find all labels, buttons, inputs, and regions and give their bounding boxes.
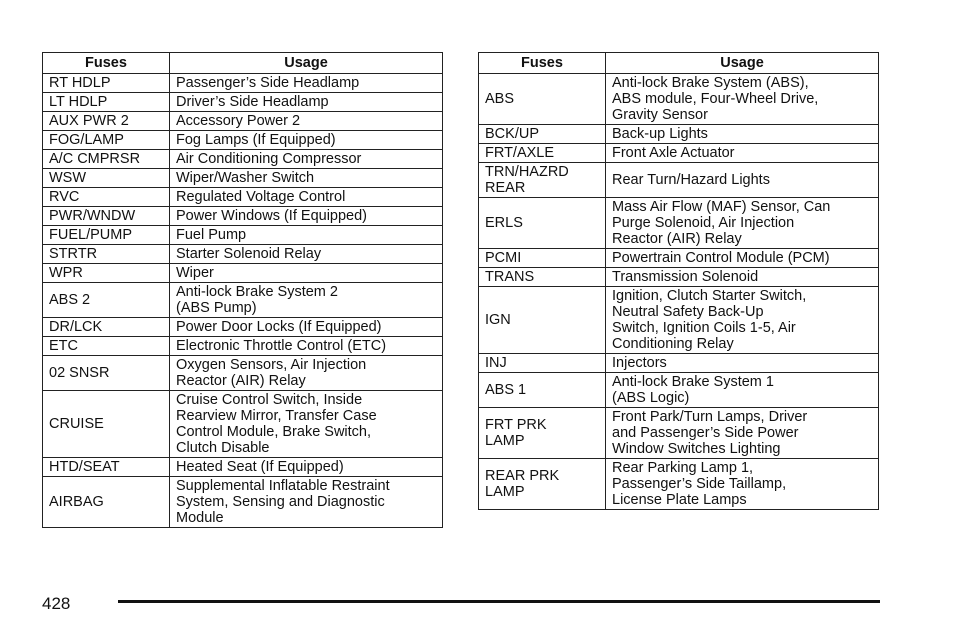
fuse-name-cell: TRN/HAZRD REAR xyxy=(479,163,606,198)
fuse-usage-cell: Rear Parking Lamp 1, Passenger’s Side Taillamp, License Plate Lamps xyxy=(606,459,879,510)
table-row xyxy=(43,112,443,131)
fuse-usage-cell: Anti-lock Brake System (ABS), ABS module, Four-Wheel Drive, Gravity Sensor xyxy=(606,74,879,125)
fuse-usage-cell: Cruise Control Switch, Inside Rearview Mirror, Transfer Case Control Module, Brake Switch, Clutch Disable xyxy=(170,391,443,458)
table-row xyxy=(43,207,443,226)
table-row xyxy=(479,354,879,373)
fuse-name-cell: TRANS xyxy=(479,268,606,287)
left-table-body xyxy=(43,74,443,528)
fuse-name-cell: LT HDLP xyxy=(43,93,170,112)
fuse-name-cell: INJ xyxy=(479,354,606,373)
fuse-name-cell: STRTR xyxy=(43,245,170,264)
table-row xyxy=(43,356,443,391)
table-row xyxy=(43,477,443,528)
fuse-usage-cell: Electronic Throttle Control (ETC) xyxy=(170,337,443,356)
table-row xyxy=(43,318,443,337)
fuse-name-cell: ETC xyxy=(43,337,170,356)
fuse-name-cell: WSW xyxy=(43,169,170,188)
fuse-usage-cell: Air Conditioning Compressor xyxy=(170,150,443,169)
fuse-name-cell: PWR/WNDW xyxy=(43,207,170,226)
page-number: 428 xyxy=(42,594,71,613)
left-fuse-table xyxy=(42,52,443,528)
table-header-row xyxy=(479,53,879,74)
fuse-name-cell: ABS 2 xyxy=(43,283,170,318)
fuse-usage-cell: Mass Air Flow (MAF) Sensor, Can Purge Solenoid, Air Injection Reactor (AIR) Relay xyxy=(606,198,879,249)
fuse-name-cell: BCK/UP xyxy=(479,125,606,144)
table-row xyxy=(43,337,443,356)
fuse-usage-cell: Supplemental Inflatable Restraint System, Sensing and Diagnostic Module xyxy=(170,477,443,528)
footer-rule xyxy=(118,600,880,603)
fuse-usage-cell: Driver’s Side Headlamp xyxy=(170,93,443,112)
fuse-name-cell: DR/LCK xyxy=(43,318,170,337)
table-row xyxy=(43,226,443,245)
fuse-usage-cell: Anti-lock Brake System 2 (ABS Pump) xyxy=(170,283,443,318)
fuse-name-cell: PCMI xyxy=(479,249,606,268)
right-table-body xyxy=(479,74,879,510)
fuse-name-cell: ABS xyxy=(479,74,606,125)
fuse-usage-cell: Front Axle Actuator xyxy=(606,144,879,163)
fuses-column-header: Fuses xyxy=(479,53,606,74)
fuse-usage-cell: Transmission Solenoid xyxy=(606,268,879,287)
table-row xyxy=(479,249,879,268)
fuse-name-cell: FOG/LAMP xyxy=(43,131,170,150)
fuses-column-header: Fuses xyxy=(43,53,170,74)
table-row xyxy=(479,268,879,287)
table-row xyxy=(479,373,879,408)
table-row xyxy=(479,408,879,459)
fuse-usage-cell: Front Park/Turn Lamps, Driver and Passenger’s Side Power Window Switches Lighting xyxy=(606,408,879,459)
fuse-usage-cell: Fuel Pump xyxy=(170,226,443,245)
fuse-name-cell: RT HDLP xyxy=(43,74,170,93)
fuse-name-cell: AUX PWR 2 xyxy=(43,112,170,131)
fuse-name-cell: FUEL/PUMP xyxy=(43,226,170,245)
fuse-name-cell: AIRBAG xyxy=(43,477,170,528)
fuse-usage-cell: Starter Solenoid Relay xyxy=(170,245,443,264)
fuse-name-cell: REAR PRK LAMP xyxy=(479,459,606,510)
fuse-name-cell: FRT/AXLE xyxy=(479,144,606,163)
fuse-usage-cell: Powertrain Control Module (PCM) xyxy=(606,249,879,268)
table-row xyxy=(43,264,443,283)
fuse-name-cell: HTD/SEAT xyxy=(43,458,170,477)
fuse-name-cell: IGN xyxy=(479,287,606,354)
table-row xyxy=(479,287,879,354)
fuse-usage-cell: Fog Lamps (If Equipped) xyxy=(170,131,443,150)
table-row xyxy=(43,74,443,93)
fuse-usage-cell: Oxygen Sensors, Air Injection Reactor (AIR) Relay xyxy=(170,356,443,391)
fuse-usage-cell: Rear Turn/Hazard Lights xyxy=(606,163,879,198)
fuse-name-cell: A/C CMPRSR xyxy=(43,150,170,169)
fuse-name-cell: WPR xyxy=(43,264,170,283)
table-row xyxy=(479,125,879,144)
table-row xyxy=(43,131,443,150)
fuse-usage-cell: Power Door Locks (If Equipped) xyxy=(170,318,443,337)
fuse-name-cell: RVC xyxy=(43,188,170,207)
fuse-usage-cell: Accessory Power 2 xyxy=(170,112,443,131)
fuse-usage-cell: Heated Seat (If Equipped) xyxy=(170,458,443,477)
fuse-usage-cell: Wiper/Washer Switch xyxy=(170,169,443,188)
fuse-name-cell: ABS 1 xyxy=(479,373,606,408)
usage-column-header: Usage xyxy=(170,53,443,74)
table-row xyxy=(479,74,879,125)
table-row xyxy=(43,458,443,477)
fuse-name-cell: FRT PRK LAMP xyxy=(479,408,606,459)
table-row xyxy=(479,459,879,510)
fuse-usage-cell: Regulated Voltage Control xyxy=(170,188,443,207)
table-row xyxy=(43,188,443,207)
fuse-usage-cell: Passenger’s Side Headlamp xyxy=(170,74,443,93)
table-row xyxy=(43,283,443,318)
table-row xyxy=(479,198,879,249)
usage-column-header: Usage xyxy=(606,53,879,74)
fuse-name-cell: ERLS xyxy=(479,198,606,249)
table-row xyxy=(43,150,443,169)
fuse-usage-cell: Ignition, Clutch Starter Switch, Neutral Safety Back-Up Switch, Ignition Coils 1-5, Air Conditioning Relay xyxy=(606,287,879,354)
fuse-name-cell: 02 SNSR xyxy=(43,356,170,391)
fuse-usage-cell: Injectors xyxy=(606,354,879,373)
table-row xyxy=(43,391,443,458)
right-fuse-table xyxy=(478,52,879,510)
fuse-usage-cell: Power Windows (If Equipped) xyxy=(170,207,443,226)
fuse-usage-cell: Wiper xyxy=(170,264,443,283)
table-row xyxy=(479,144,879,163)
fuse-name-cell: CRUISE xyxy=(43,391,170,458)
table-header-row xyxy=(43,53,443,74)
table-row xyxy=(479,163,879,198)
table-row xyxy=(43,93,443,112)
table-row xyxy=(43,245,443,264)
fuse-usage-cell: Back-up Lights xyxy=(606,125,879,144)
fuse-usage-cell: Anti-lock Brake System 1 (ABS Logic) xyxy=(606,373,879,408)
table-row xyxy=(43,169,443,188)
